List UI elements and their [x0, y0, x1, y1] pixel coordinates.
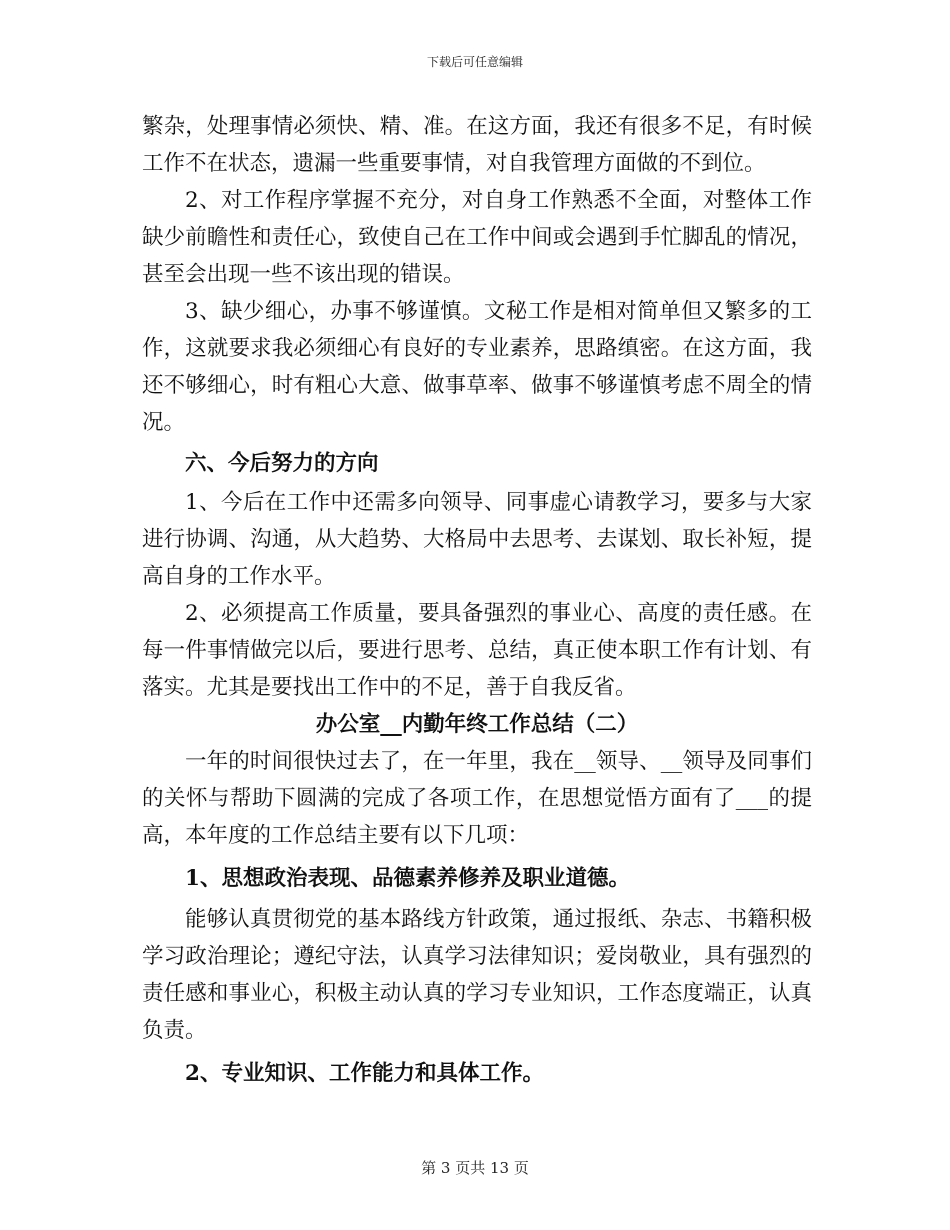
paragraph-item-2: 2、对工作程序掌握不充分，对自身工作熟悉不全面，对整体工作缺少前瞻性和责任心，致使自己在工作中间或会遇到手忙脚乱的情况，甚至会出现一些不该出现的错误。	[142, 188, 812, 287]
paragraph-political-performance: 能够认真贯彻党的基本路线方针政策，通过报纸、杂志、书籍积极学习政治理论；遵纪守法，认真学习法律知识；爱岗敬业，具有强烈的责任感和事业心，积极主动认真的学习专业知识，工作态度端正，认真负责。	[142, 907, 812, 1043]
section-heading-future-direction: 六、今后努力的方向	[185, 451, 379, 476]
page-number-footer: 第 3 页共 13 页	[421, 1159, 529, 1177]
subheading-political-performance: 1、思想政治表现、品德素养修养及职业道德。	[185, 866, 630, 891]
document-title-part-two: 办公室__内勤年终工作总结（二）	[315, 712, 639, 737]
paragraph-item-3: 3、缺少细心，办事不够谨慎。文秘工作是相对简单但又繁多的工作，这就要求我必须细心有良好的专业素养，思路缜密。在这方面，我还不够细心，时有粗心大意、做事草率、做事不够谨慎考虑不周全的情况。	[142, 299, 812, 435]
document-body	[142, 108, 812, 1096]
page-header-note: 下载后可任意编辑	[426, 55, 523, 69]
paragraph-intro: 一年的时间很快过去了，在一年里，我在__领导、__领导及同事们的关怀与帮助下圆满的完成了各项工作，在思想觉悟方面有了___的提高，本年度的工作总结主要有以下几项：	[142, 749, 812, 848]
paragraph-future-1: 1、今后在工作中还需多向领导、同事虚心请教学习，要多与大家进行协调、沟通，从大趋势、大格局中去思考、去谋划、取长补短，提高自身的工作水平。	[142, 490, 812, 589]
paragraph-continuation: 繁杂，处理事情必须快、精、准。在这方面，我还有很多不足，有时候工作不在状态，遗漏一些重要事情，对自我管理方面做的不到位。	[142, 114, 812, 176]
paragraph-future-2: 2、必须提高工作质量，要具备强烈的事业心、高度的责任感。在每一件事情做完以后，要进行思考、总结，真正使本职工作有计划、有落实。尤其是要找出工作中的不足，善于自我反省。	[142, 601, 812, 700]
subheading-professional-knowledge: 2、专业知识、工作能力和具体工作。	[185, 1061, 544, 1086]
